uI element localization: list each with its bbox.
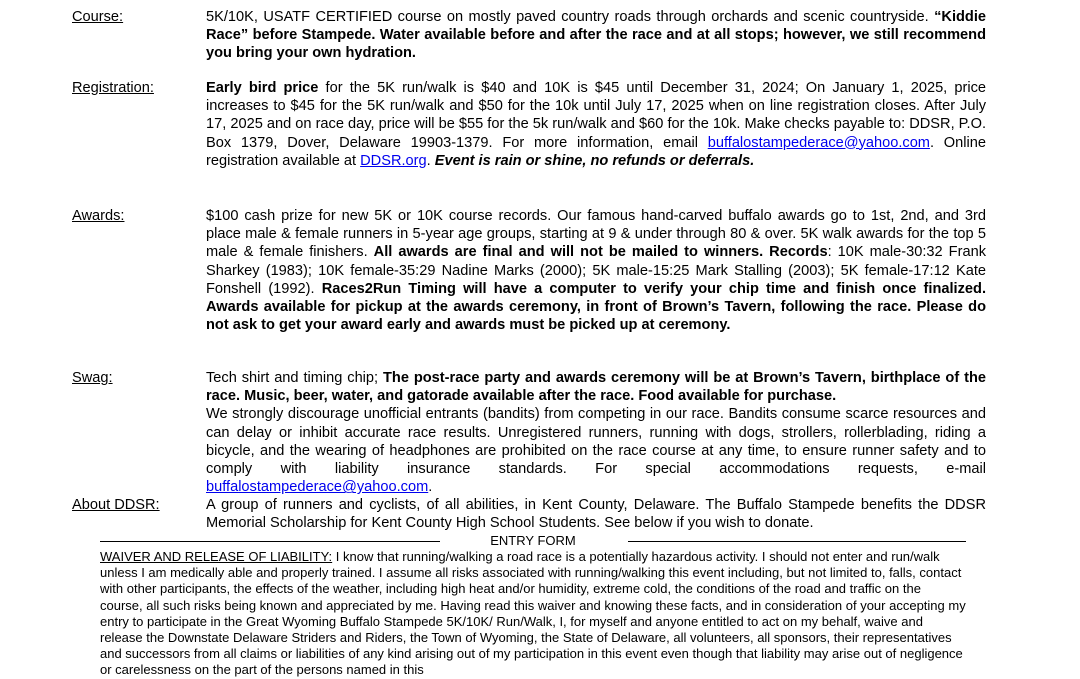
course-text bbox=[206, 8, 986, 63]
registration-text bbox=[206, 79, 986, 170]
awards-bold-1: All awards are final and will not be mailed to winners. Records bbox=[373, 244, 828, 261]
awards-records: : 10K male-30:32 Frank Sharkey (1983); 10K female-35:29 Nadine Marks (2000); 5K male-15:25 Mark Stalling (2003); 5K female-17:12 Kate Fonshell (1992). bbox=[206, 244, 986, 297]
registration-label: Registration: bbox=[72, 80, 154, 96]
entry-form-separator bbox=[100, 532, 966, 550]
course-text-1: 5K/10K, USATF CERTIFIED course on mostly paved country roads through orchards and scenic countryside. bbox=[206, 9, 935, 25]
bandits-note: We strongly discourage unofficial entrants (bandits) from competing in our race. Bandits consume scarce resources and can delay or inhibit accurate race results. Unregistered runners, running with dogs, strollers, rollerblading, riding a bicycle, and the wearing of headphones are prohibited on the race course at any time, to ensure runner safety and to comply with liability insurance standards. For special accommodations requests, e-mail bbox=[206, 406, 986, 478]
registration-text-1: for the 5K run/walk is $40 and 10K is $45 until December 31, 2024; On January 1, 2025, price increases to $45 for the 5K run/walk and $50 for the 10k until July 17, 2025 when on line registration closes. After July 17, 2025 and on race day, price will be $55 for the 5k run/walk and $60 for the 10k. Make checks payable to: DDSR, P.O. Box 1379, Dover, Delaware 19903-1379. For more information, email bbox=[206, 80, 986, 151]
waiver-body: I know that running/walking a road race is a potentially hazardous activity. I should not enter and run/walk unless I am medically able and properly trained. I assume all risks associated with running/walking this event including, but not limited to, falls, contact with other participants, the effects of the weather, including high heat and/or humidity, extreme cold, the conditions of the road and traffic on the course, all such risks being known and appreciated by me. Having read this waiver and knowing these facts, and in consideration of your accepting my entry to participate in the Great Wyoming Buffalo Stampede 5K/10K/ Run/Walk, I, for myself and anyone entitled to act on my behalf, waive and release the Downstate Delaware Striders and Riders, the Town of Wyoming, the State of Delaware, all volunteers, all sponsors, their representatives and successors from all claims or liabilities of any kind arising out of my participation in this event even though that liability may arise out of negligence or carelessness on the part of the persons named in this bbox=[100, 549, 966, 678]
registration-text-3: . bbox=[426, 152, 435, 169]
about-label: About DDSR: bbox=[72, 497, 160, 513]
awards-text bbox=[206, 207, 986, 334]
registration-email-link[interactable]: buffalostampederace@yahoo.com bbox=[707, 134, 930, 151]
course-label: Course: bbox=[72, 9, 124, 25]
about-text: A group of runners and cyclists, of all abilities, in Kent County, Delaware. The Buffalo Stampede benefits the DDSR Memorial Scholarship for Kent County High School Students. See below if you wish to donate. bbox=[206, 497, 986, 532]
waiver-label: WAIVER AND RELEASE OF LIABILITY: bbox=[100, 549, 333, 564]
swag-text-1: Tech shirt and timing chip; bbox=[206, 370, 383, 386]
swag-party-note: The post-race party and awards ceremony will be at Brown’s Tavern, birthplace of the race. Music, beer, water, and gatorade available after the race. Food available for purchase. bbox=[206, 370, 986, 405]
registration-early-bird: Early bird price bbox=[206, 80, 319, 96]
entry-form-title: ENTRY FORM bbox=[484, 533, 581, 548]
registration-text-2: . Online registration available at bbox=[206, 134, 986, 169]
awards-bold-2: Races2Run Timing will have a computer to verify your chip time and finish once finalized. Awards available for pickup at the awards ceremony, in front of Brown’s Tavern, following the race. Please do not ask to get your award early and awards must be picked up at ceremony. bbox=[206, 280, 986, 334]
swag-text-3: . bbox=[428, 479, 433, 496]
awards-text-1: $100 cash prize for new 5K or 10K course records. Our famous hand-carved buffalo awards go to 1st, 2nd, and 3rd place male & female runners in 5-year age groups, starting at 9 & under through 80 & over. 5K walk awards for the top 5 male & female finishers. bbox=[206, 208, 986, 261]
waiver-text bbox=[100, 549, 966, 679]
rain-or-shine-note: Event is rain or shine, no refunds or deferrals. bbox=[434, 152, 755, 169]
swag-text bbox=[206, 369, 986, 496]
awards-label: Awards: bbox=[72, 208, 125, 224]
ddsr-site-link[interactable]: DDSR.org bbox=[360, 152, 427, 169]
course-bold-1: “Kiddie Race” before Stampede. Water available before and after the race and at all stops; however, we still recommend you bring your own hydration. bbox=[206, 9, 986, 62]
swag-label: Swag: bbox=[72, 370, 113, 386]
swag-email-link[interactable]: buffalostampederace@yahoo.com bbox=[206, 479, 429, 496]
